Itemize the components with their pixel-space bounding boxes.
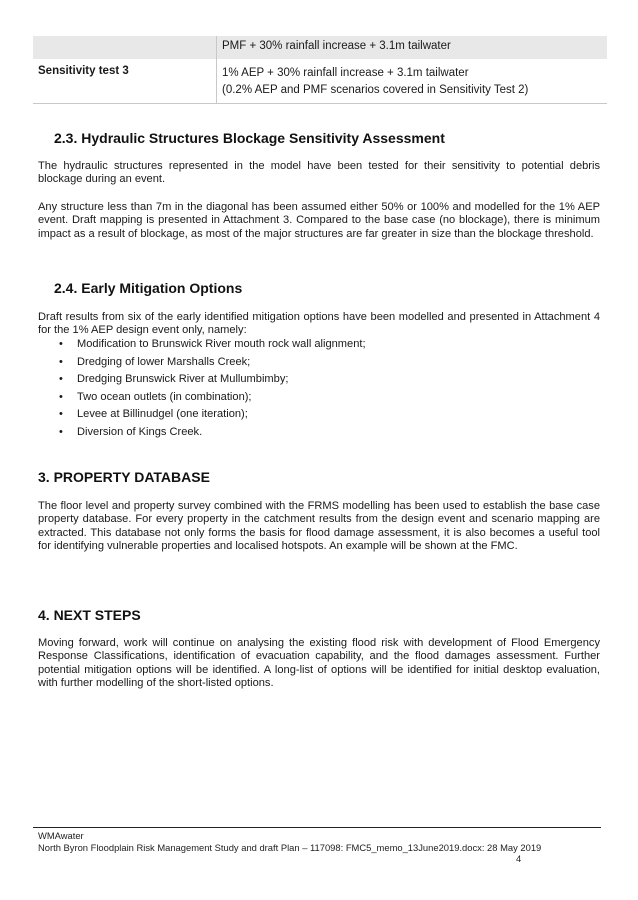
table-cell-value: PMF + 30% rainfall increase + 3.1m tailwater (217, 36, 608, 59)
list-item: • Dredging of lower Marshalls Creek; (57, 354, 366, 372)
list-item: • Dredging Brunswick River at Mullumbimby; (57, 371, 366, 389)
paragraph: Any structure less than 7m in the diagonal has been assumed either 50% or 100% and modelled for the 1% AEP event. Draft mapping is presented in Attachment 3. Compared to the base case (no blockage), there is minimum impact as a result of blockage, as most of the major structures are far greater in size than the blockage threshold. (38, 201, 600, 240)
table-cell-label: Sensitivity test 3 (33, 59, 217, 104)
list-item: • Two ocean outlets (in combination); (57, 389, 366, 407)
table-cell-line: (0.2% AEP and PMF scenarios covered in Sensitivity Test 2) (222, 84, 529, 96)
section-heading-2-4: 2.4. Early Mitigation Options (54, 280, 243, 296)
mitigation-options-list (57, 336, 366, 442)
footer-document-line: North Byron Floodplain Risk Management Study and draft Plan – 117098: FMC5_memo_13June2019.docx: 28 May 2019 (38, 842, 542, 853)
section-heading-4: 4. NEXT STEPS (38, 607, 141, 623)
list-item: • Levee at Billinudgel (one iteration); (57, 406, 366, 424)
list-item: • Diversion of Kings Creek. (57, 424, 366, 442)
table-cell-line: 1% AEP + 30% rainfall increase + 3.1m tailwater (222, 67, 469, 79)
table-cell-label (33, 36, 217, 59)
paragraph: Moving forward, work will continue on analysing the existing flood risk with development of Flood Emergency Response Classifications, identification of evacuation capability, and the flood damages assessment. Further potential mitigation options will be identified. A long-list of options will be identified for initial desktop evaluation, with further modelling of the short-listed options. (38, 637, 600, 689)
list-item: • Modification to Brunswick River mouth rock wall alignment; (57, 336, 366, 354)
paragraph: The floor level and property survey combined with the FRMS modelling has been used to establish the base case property database. For every property in the catchment results from the design event and scenario mapping are extracted. This database not only forms the basis for flood damage assessment, it is also becomes a useful tool for identifying vulnerable properties and localised hotspots. An example will be shown at the FMC. (38, 500, 600, 552)
section-heading-3: 3. PROPERTY DATABASE (38, 469, 210, 485)
table-cell-value (217, 59, 608, 104)
paragraph: The hydraulic structures represented in the model have been tested for their sensitivity to potential debris blockage during an event. (38, 160, 600, 186)
page-number: 4 (516, 853, 522, 864)
footer-company: WMAwater (38, 830, 84, 841)
section-heading-2-3: 2.3. Hydraulic Structures Blockage Sensitivity Assessment (54, 130, 445, 146)
paragraph: Draft results from six of the early identified mitigation options have been modelled and presented in Attachment 4 for the 1% AEP design event only, namely: (38, 311, 600, 337)
table-row (33, 59, 607, 104)
footer-divider (33, 827, 601, 828)
table-row (33, 36, 607, 59)
sensitivity-table (33, 36, 607, 104)
